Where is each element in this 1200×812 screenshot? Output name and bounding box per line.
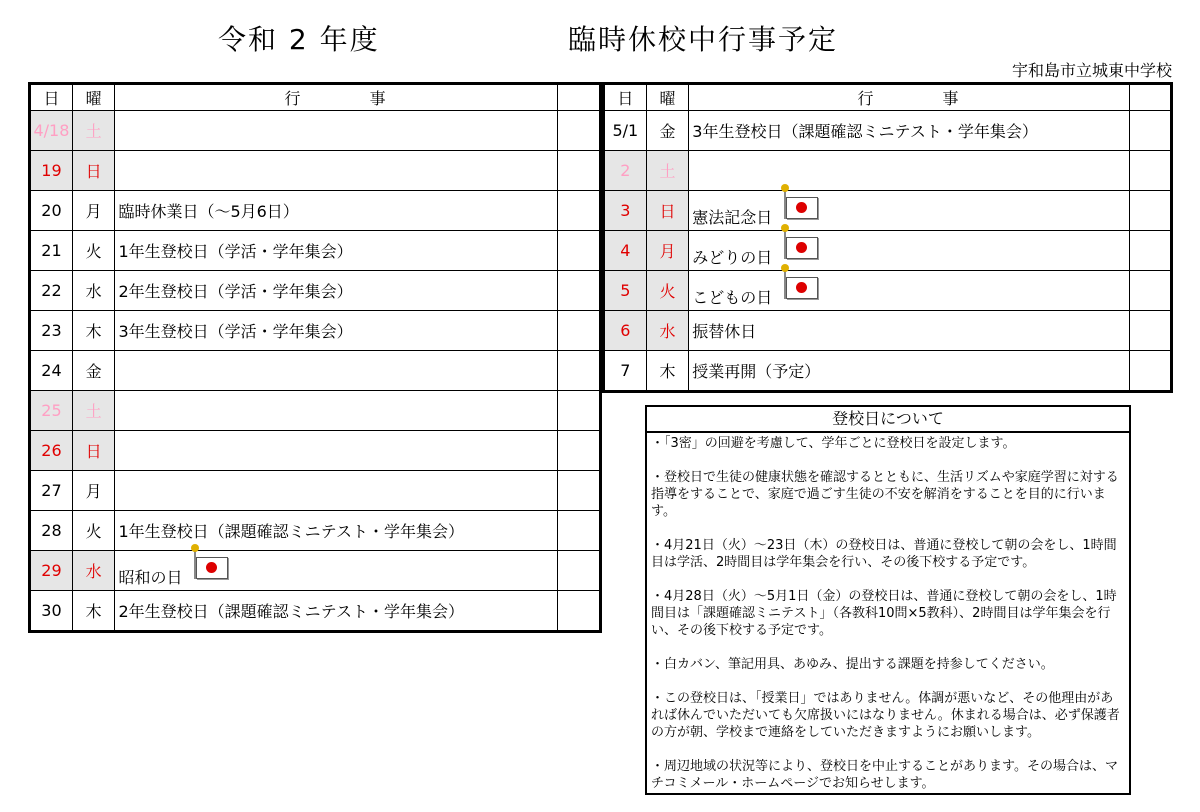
event-cell: [689, 351, 1129, 392]
notice-title: 登校日について: [647, 407, 1129, 433]
event-text: 授業再開（予定）: [692, 362, 821, 381]
day-cell: 21: [30, 231, 73, 271]
header-note: [1129, 84, 1171, 111]
note-cell: [1129, 271, 1171, 311]
note-cell: [557, 351, 600, 391]
note-cell: [557, 471, 600, 511]
notice-box: [645, 405, 1131, 795]
event-cell: [115, 391, 557, 431]
header-weekday: 曜: [72, 84, 115, 111]
event-cell: [115, 591, 557, 632]
table-row: [30, 551, 601, 591]
table-header-row: [604, 84, 1172, 111]
note-cell: [557, 271, 600, 311]
note-cell: [557, 191, 600, 231]
event-cell: [115, 311, 557, 351]
note-cell: [557, 391, 600, 431]
header-event: 行 事: [689, 84, 1129, 111]
schedule-table-may: [602, 82, 1173, 393]
day-cell: 22: [30, 271, 73, 311]
weekday-cell: 月: [72, 471, 115, 511]
day-cell: 6: [604, 311, 647, 351]
event-cell: [115, 351, 557, 391]
notice-paragraph: ・4月28日（火）～5月1日（金）の登校日は、普通に登校して朝の会をし、1時間目は「課題確認ミニテスト」（各教科10問×5教科）、2時間目は学年集会を行い、その後下校する予定です。: [651, 589, 1117, 638]
note-cell: [1129, 231, 1171, 271]
note-cell: [557, 591, 600, 632]
table-row: [30, 471, 601, 511]
event-cell: [115, 511, 557, 551]
day-cell: 24: [30, 351, 73, 391]
table-row: [30, 351, 601, 391]
event-cell: [689, 231, 1129, 271]
page-title: 臨時休校中行事予定: [568, 23, 839, 56]
event-text: こどもの日: [692, 288, 773, 307]
table-row: [604, 351, 1172, 392]
note-cell: [557, 431, 600, 471]
table-row: [604, 231, 1172, 271]
table-row: [604, 191, 1172, 231]
event-cell: [689, 191, 1129, 231]
note-cell: [557, 511, 600, 551]
event-cell: [689, 311, 1129, 351]
notice-paragraph: ・周辺地域の状況等により、登校日を中止することがあります。その場合は、マチコミメール・ホームページでお知らせします。: [651, 759, 1118, 791]
weekday-cell: 日: [646, 191, 689, 231]
note-cell: [557, 551, 600, 591]
note-cell: [557, 231, 600, 271]
table-row: [604, 151, 1172, 191]
table-row: [30, 111, 601, 151]
day-cell: 20: [30, 191, 73, 231]
weekday-cell: 火: [72, 231, 115, 271]
weekday-cell: 水: [72, 271, 115, 311]
day-cell: 4: [604, 231, 647, 271]
note-cell: [1129, 351, 1171, 392]
weekday-cell: 金: [72, 351, 115, 391]
note-cell: [1129, 191, 1171, 231]
japan-flag-icon: [182, 553, 228, 583]
event-cell: [115, 431, 557, 471]
weekday-cell: 火: [646, 271, 689, 311]
day-cell: 25: [30, 391, 73, 431]
day-cell: 7: [604, 351, 647, 392]
header-note: [557, 84, 600, 111]
event-text: 昭和の日: [118, 568, 183, 587]
weekday-cell: 木: [72, 311, 115, 351]
note-cell: [1129, 111, 1171, 151]
notice-body: [647, 433, 1129, 811]
note-cell: [557, 311, 600, 351]
day-cell: 23: [30, 311, 73, 351]
event-text: 1年生登校日（課題確認ミニテスト・学年集会）: [118, 522, 464, 541]
event-cell: [115, 111, 557, 151]
event-cell: [115, 231, 557, 271]
japan-flag-icon: [772, 193, 818, 223]
table-header-row: [30, 84, 601, 111]
event-cell: [689, 111, 1129, 151]
header-day: 日: [30, 84, 73, 111]
table-row: [30, 311, 601, 351]
header-day: 日: [604, 84, 647, 111]
day-cell: 28: [30, 511, 73, 551]
event-cell: [689, 271, 1129, 311]
event-text: 臨時休業日（～5月6日）: [118, 202, 299, 221]
event-text: 1年生登校日（学活・学年集会）: [118, 242, 353, 261]
weekday-cell: 土: [72, 391, 115, 431]
notice-paragraph: ・この登校日は、「授業日」ではありません。体調が悪いなど、その他理由があれば休んでいただいても欠席扱いにはなりません。休まれる場合は、必ず保護者の方が朝、学校まで連絡をしていただきますようにお願いします。: [651, 691, 1120, 740]
weekday-cell: 日: [72, 151, 115, 191]
day-cell: 27: [30, 471, 73, 511]
event-cell: [115, 151, 557, 191]
table-row: [30, 391, 601, 431]
day-cell: 26: [30, 431, 73, 471]
event-text: 2年生登校日（課題確認ミニテスト・学年集会）: [118, 602, 464, 621]
event-cell: [115, 271, 557, 311]
event-text: 2年生登校日（学活・学年集会）: [118, 282, 353, 301]
weekday-cell: 金: [646, 111, 689, 151]
day-cell: 5/1: [604, 111, 647, 151]
notice-paragraph: ・「3密」の回避を考慮して、学年ごとに登校日を設定します。: [651, 436, 1016, 451]
note-cell: [557, 151, 600, 191]
event-text: 振替休日: [692, 322, 757, 341]
table-row: [30, 231, 601, 271]
weekday-cell: 月: [72, 191, 115, 231]
day-cell: 2: [604, 151, 647, 191]
weekday-cell: 火: [72, 511, 115, 551]
event-cell: [689, 151, 1129, 191]
note-cell: [557, 111, 600, 151]
weekday-cell: 土: [72, 111, 115, 151]
table-row: [30, 511, 601, 551]
day-cell: 4/18: [30, 111, 73, 151]
note-cell: [1129, 151, 1171, 191]
weekday-cell: 日: [72, 431, 115, 471]
weekday-cell: 土: [646, 151, 689, 191]
table-row: [604, 311, 1172, 351]
schedule-table-april: [28, 82, 602, 633]
notice-paragraph: ・白カバン、筆記用具、あゆみ、提出する課題を持参してください。: [651, 657, 1054, 672]
day-cell: 29: [30, 551, 73, 591]
event-text: 3年生登校日（学活・学年集会）: [118, 322, 353, 341]
table-row: [30, 151, 601, 191]
event-cell: [115, 551, 557, 591]
table-row: [604, 271, 1172, 311]
event-text: 3年生登校日（課題確認ミニテスト・学年集会）: [692, 122, 1038, 141]
table-row: [30, 271, 601, 311]
school-name: 宇和島市立城東中学校: [1011, 61, 1172, 80]
japan-flag-icon: [772, 273, 818, 303]
notice-paragraph: ・4月21日（火）～23日（木）の登校日は、普通に登校して朝の会をし、1時間目は学活、2時間目は学年集会を行い、その後下校する予定です。: [651, 538, 1117, 570]
header-weekday: 曜: [646, 84, 689, 111]
day-cell: 19: [30, 151, 73, 191]
event-cell: [115, 471, 557, 511]
note-cell: [1129, 311, 1171, 351]
header-event: 行 事: [115, 84, 557, 111]
weekday-cell: 木: [646, 351, 689, 392]
event-text: みどりの日: [692, 248, 773, 267]
day-cell: 30: [30, 591, 73, 632]
table-row: [30, 191, 601, 231]
page-year: 令和 2 年度: [218, 23, 380, 56]
table-row: [30, 591, 601, 632]
day-cell: 5: [604, 271, 647, 311]
weekday-cell: 水: [72, 551, 115, 591]
weekday-cell: 月: [646, 231, 689, 271]
weekday-cell: 水: [646, 311, 689, 351]
table-row: [604, 111, 1172, 151]
weekday-cell: 木: [72, 591, 115, 632]
table-row: [30, 431, 601, 471]
event-text: 憲法記念日: [692, 208, 773, 227]
day-cell: 3: [604, 191, 647, 231]
event-cell: [115, 191, 557, 231]
notice-paragraph: ・登校日で生徒の健康状態を確認するとともに、生活リズムや家庭学習に対する指導をすることで、家庭で過ごす生徒の不安を解消をすることを目的に行います。: [651, 470, 1119, 519]
japan-flag-icon: [772, 233, 818, 263]
